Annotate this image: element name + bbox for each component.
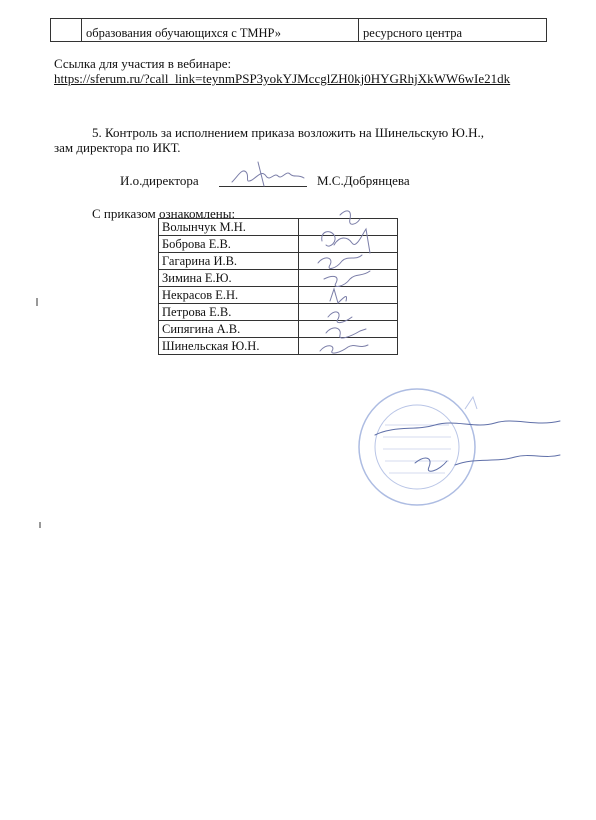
organization-stamp xyxy=(355,385,585,515)
table-cell: образования обучающихся с ТМНР» xyxy=(82,19,359,42)
employee-name: Волынчук М.Н. xyxy=(159,219,299,236)
employee-name: Шинельская Ю.Н. xyxy=(159,338,299,355)
employee-name: Некрасов Е.Н. xyxy=(159,287,299,304)
position-label: И.о.директора xyxy=(120,173,199,188)
employee-signatures xyxy=(300,205,410,355)
item5-line2: зам директора по ИКТ. xyxy=(54,140,181,155)
employee-name: Зимина Е.Ю. xyxy=(159,270,299,287)
employee-name: Боброва Е.В. xyxy=(159,236,299,253)
webinar-link[interactable]: https://sferum.ru/?call_link=teynmPSP3yokYJMccglZH0kj0HYGRhjXkWW6wIe21dk xyxy=(54,71,511,86)
top-table xyxy=(50,18,547,42)
scan-mark xyxy=(36,298,38,306)
table-cell xyxy=(51,19,82,42)
director-signature xyxy=(228,158,308,190)
webinar-label: Ссылка для участия в вебинаре: xyxy=(54,56,232,71)
item5-line1: 5. Контроль за исполнением приказа возложить на Шинельскую Ю.Н., xyxy=(92,125,485,140)
director-name: М.С.Добрянцева xyxy=(317,173,410,188)
acquainted-label: С приказом ознакомлены: xyxy=(92,206,236,221)
table-cell: ресурсного центра xyxy=(359,19,547,42)
scan-mark xyxy=(39,522,41,528)
employee-name: Сипягина А.В. xyxy=(159,321,299,338)
employee-name: Гагарина И.В. xyxy=(159,253,299,270)
employee-name: Петрова Е.В. xyxy=(159,304,299,321)
table-row xyxy=(51,19,547,42)
